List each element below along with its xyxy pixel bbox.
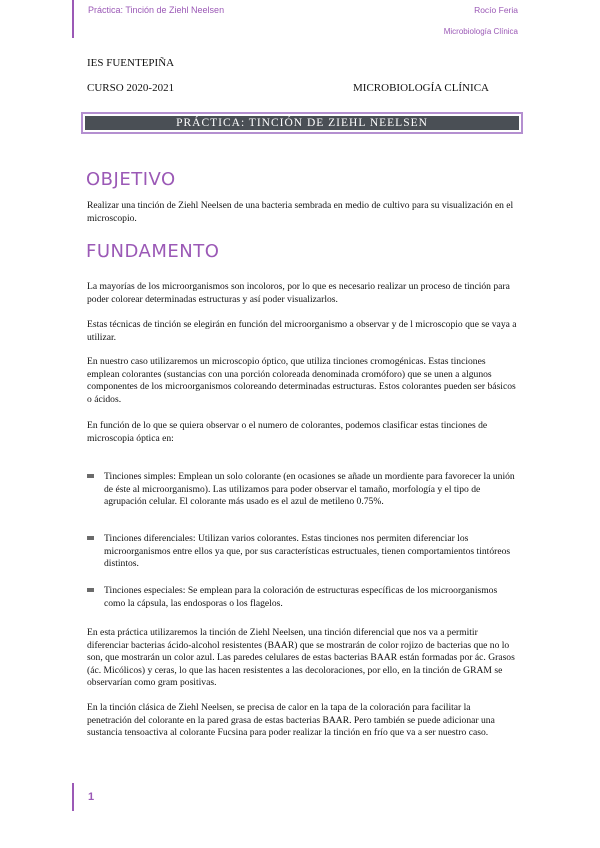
list-item-text: Tinciones simples: Emplean un solo colorante (en ocasiones se añade un mordiente para favorecer la unión de éste al microorganismo). Las utilizamos para poder observar el tamaño, morfología y el tipo de agrupación celular. El colorante más usado es el azul de metileno 0.75%. [104,471,515,507]
heading-fundamento: FUNDAMENTO [86,241,220,262]
title-banner [81,112,523,134]
page-number: 1 [88,791,95,803]
header-subject: Microbiología Clínica [443,27,518,36]
list-item-text: Tinciones diferenciales: Utilizan varios colorantes. Estas tinciones nos permiten diferenciar los microorganismos entre ellos ya que, por sus características estructuales, tienen comportamientos tintóreos distintos. [104,533,511,569]
header-left-title: Práctica: Tinción de Ziehl Neelsen [88,5,225,15]
objetivo-text: Realizar una tinción de Ziehl Neelsen de una bacteria sembrada en medio de cultivo para su visualización en el microscopio. [87,200,514,224]
fundamento-paragraph-6: En la tinción clásica de Ziehl Neelsen, se precisa de calor en la tapa de la coloración para facilitar la penetración del colorante en la pared grasa de estas bacterias BAAR. Pero también se puede adicionar una sustancia tensoactiva al colorante Fucsina para poder realizar la tinción en frío que va a ser nuestro caso. [87,702,495,738]
header-author: Rocío Feria [474,5,518,15]
footer-accent-bar [72,783,74,811]
fundamento-paragraph-3: En nuestro caso utilizaremos un microscopio óptico, que utiliza tinciones cromogénicas. Estas tinciones emplean colorantes (sustancias con una porción coloreada denominada cromóforo) que se unen a algunos componentes de los microorganismos coloreando determinadas estructuras. Estos colorantes pueden ser básicos o ácidos. [87,356,516,405]
bullet-icon [87,588,94,592]
subject-name: MICROBIOLOGÍA CLÍNICA [353,82,489,94]
bullet-icon [87,536,94,540]
page-title: PRÁCTICA: TINCIÓN DE ZIEHL NEELSEN [85,116,519,130]
fundamento-paragraph-5: En esta práctica utilizaremos la tinción de Ziehl Neelsen, una tinción diferencial que nos va a permitir diferenciar bacterias ácido-alcohol resistentes (BAAR) que se mostrarán de color rojizo de bacterias que no lo son, que mostrarán un color azul. Las paredes celulares de estas bacterias BAAR están formadas por ác. Grasos (ác. Micólicos) y ceras, lo que las hacen resistentes a las decoloraciones, por ello, en la tinción de GRAM se observarían como gram positivas. [87,627,515,688]
fundamento-paragraph-2: Estas técnicas de tinción se elegirán en función del microorganismo a observar y de l microscopio que se vaya a utilizar. [87,319,517,343]
fundamento-paragraph-4: En función de lo que se quiera observar o el numero de colorantes, podemos clasificar estas tinciones de microscopia óptica en: [87,420,488,444]
course-year: CURSO 2020-2021 [87,82,175,94]
fundamento-paragraph-1: La mayorías de los microorganismos son incoloros, por lo que es necesario realizar un proceso de tinción para poder colorear determinadas estructuras y así poder visualizarlos. [87,281,510,305]
school-name: IES FUENTEPIÑA [87,57,175,69]
heading-objetivo: OBJETIVO [86,169,176,190]
header-accent-bar [72,0,74,38]
list-item-text: Tinciones especiales: Se emplean para la coloración de estructuras específicas de los microorganismos como la cápsula, las endosporas o los flagelos. [104,585,498,609]
bullet-icon [87,474,94,478]
